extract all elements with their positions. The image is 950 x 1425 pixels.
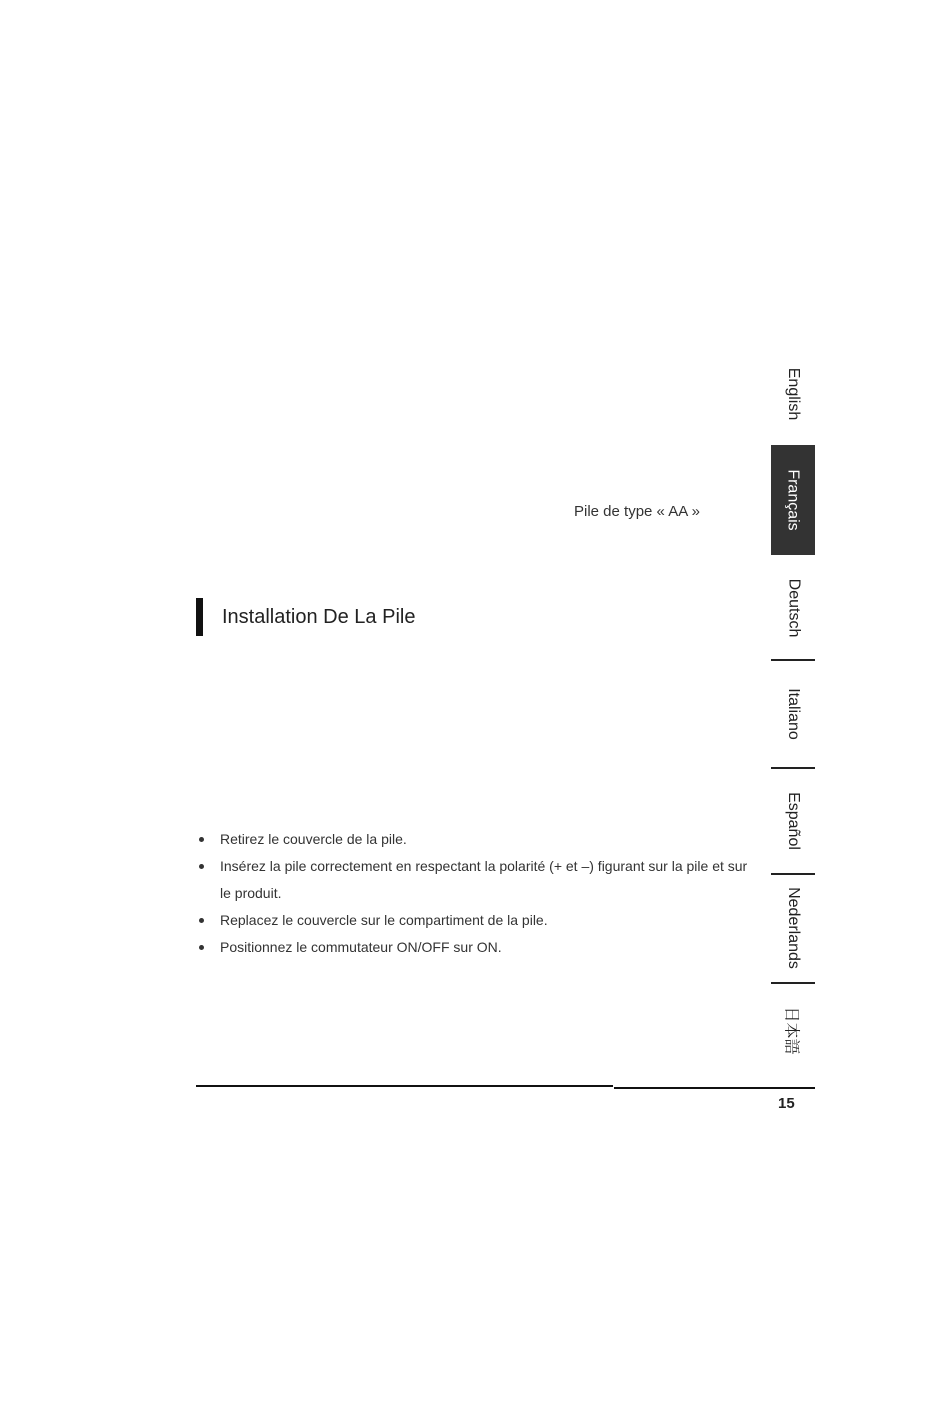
page-number: 15 — [778, 1095, 795, 1112]
tab-francais[interactable] — [771, 445, 815, 555]
tab-english[interactable] — [771, 345, 815, 443]
tab-japanese[interactable] — [771, 990, 815, 1070]
switch-on-label-2: ON — [544, 394, 553, 400]
battery-type-caption: Pile de type « AA » — [574, 503, 700, 520]
tab-label: Nederlands — [785, 887, 803, 969]
instruction-list — [197, 826, 757, 961]
tab-divider — [771, 659, 815, 661]
instruction-text: Retirez le couvercle de la pile. — [220, 831, 407, 847]
bullet-icon — [199, 918, 204, 923]
bullet-icon — [199, 837, 204, 842]
tab-divider — [771, 873, 815, 875]
tab-label: 日本語 — [782, 1005, 800, 1055]
tab-divider — [771, 982, 815, 984]
tab-label: English — [785, 367, 803, 421]
list-item — [197, 826, 757, 853]
tab-label: Deutsch — [785, 578, 803, 638]
switch-off-label: OFF — [313, 394, 325, 400]
bullet-icon — [199, 945, 204, 950]
tab-italiano[interactable] — [771, 662, 815, 766]
tab-espanol[interactable] — [771, 770, 815, 872]
switch-off-label-3: OFF — [527, 761, 539, 767]
switch-on-label-3: ON — [554, 761, 563, 767]
footer-rule-right — [614, 1087, 815, 1089]
tab-label: Français — [785, 469, 803, 531]
instruction-text: Positionnez le commutateur ON/OFF sur ON. — [220, 939, 502, 955]
section-title: Installation De La Pile — [222, 606, 416, 628]
tab-divider — [771, 767, 815, 769]
list-item — [197, 907, 757, 934]
switch-on-label: ON — [354, 394, 363, 400]
switch-off-label-2: OFF — [503, 394, 515, 400]
list-item — [197, 853, 757, 907]
tab-label: Italiano — [785, 688, 802, 740]
list-item — [197, 934, 757, 961]
connect-label: Connect — [347, 437, 370, 443]
instruction-text: Replacez le couvercle sur le compartiment de la pile. — [220, 912, 548, 928]
footer-rule — [196, 1085, 613, 1087]
tab-deutsch[interactable] — [771, 558, 815, 658]
tab-nederlands[interactable] — [771, 876, 815, 980]
connect-label-2: Connect — [540, 437, 563, 443]
section-marker-bar — [196, 598, 203, 636]
tab-label: Español — [785, 792, 803, 850]
connect-label-3: Connect — [450, 756, 473, 762]
instruction-text: Insérez la pile correctement en respectant la polarité (+ et –) figurant sur la pile et sur le produit. — [220, 858, 748, 901]
bullet-icon — [199, 864, 204, 869]
